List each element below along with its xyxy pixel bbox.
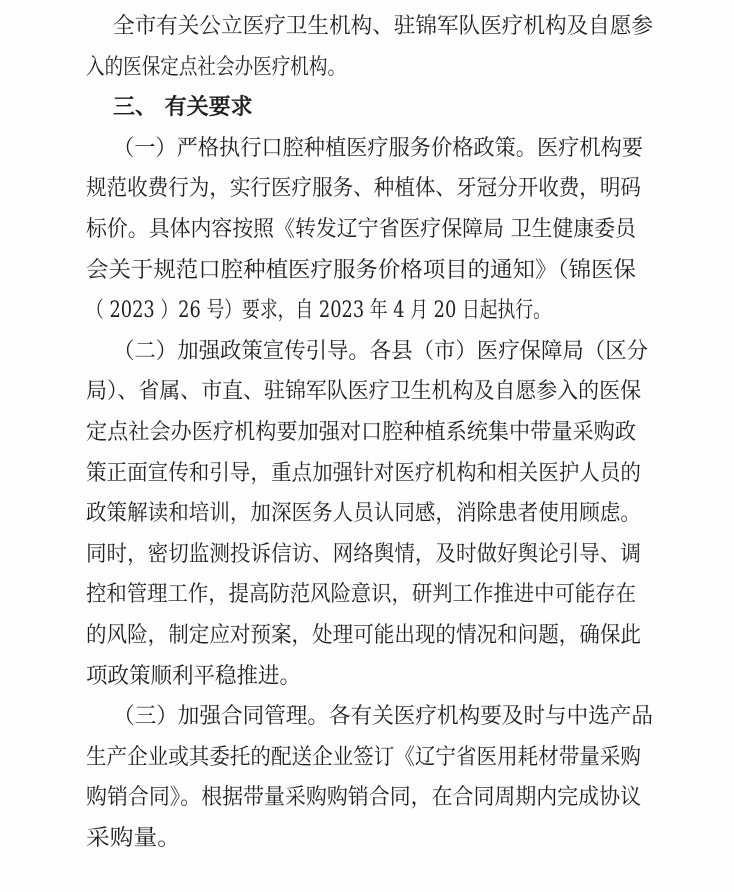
text-line: 会关于规范口腔种植医疗服务价格项目的通知》（锦医保	[86, 257, 637, 283]
text-line: 同时，密切监测投诉信访、网络舆情，及时做好舆论引导、调	[86, 541, 641, 567]
text-line: 生产企业或其委托的配送企业签订《辽宁省医用耗材带量采购	[86, 744, 641, 770]
text-line: 标价。具体内容按照《转发辽宁省医疗保障局 卫生健康委员	[86, 217, 636, 242]
text-line: 入的医保定点社会办医疗机构。	[86, 54, 347, 80]
text-line: 购销合同》。根据带量采购购销合同，在合同周期内完成协议	[86, 785, 642, 811]
text-line: 全市有关公立医疗卫生机构、驻锦军队医疗机构及自愿参	[113, 14, 654, 39]
text-line: （三）加强合同管理。各有关医疗机构要及时与中选产品	[113, 704, 654, 730]
text-line: 政策解读和培训，加深医务人员认同感，消除患者使用顾虑。	[86, 501, 641, 527]
text-line: 规范收费行为，实行医疗服务、种植体、牙冠分开收费，明码	[86, 176, 641, 202]
text-line: 局）、省属、市直、驻锦军队医疗卫生机构及自愿参入的医保	[86, 379, 642, 405]
text-line: （二）加强政策宣传引导。各县（市）医疗保障局（区分	[113, 338, 649, 364]
section-heading: 三、 有关要求	[113, 95, 253, 121]
text-line: 的风险，制定应对预案，处理可能出现的情况和问题，确保此	[86, 623, 641, 648]
text-line: 控和管理工作，提高防范风险意识，研判工作推进中可能存在	[86, 582, 636, 608]
text-line: （一）严格执行口腔种植医疗服务价格政策。医疗机构要	[113, 135, 643, 161]
text-line: 策正面宣传和引导，重点加强针对医疗机构和相关医护人员的	[86, 460, 641, 486]
text-line: 定点社会办医疗机构要加强对口腔种植系统集中带量采购政	[86, 420, 636, 445]
text-line: 项政策顺利平稳推进。	[86, 663, 302, 689]
text-line: 采购量。	[86, 826, 182, 851]
text-line: （ 2023 ）26 号）要求，自 2023 年 4 月 20 日起执行。	[86, 298, 551, 324]
